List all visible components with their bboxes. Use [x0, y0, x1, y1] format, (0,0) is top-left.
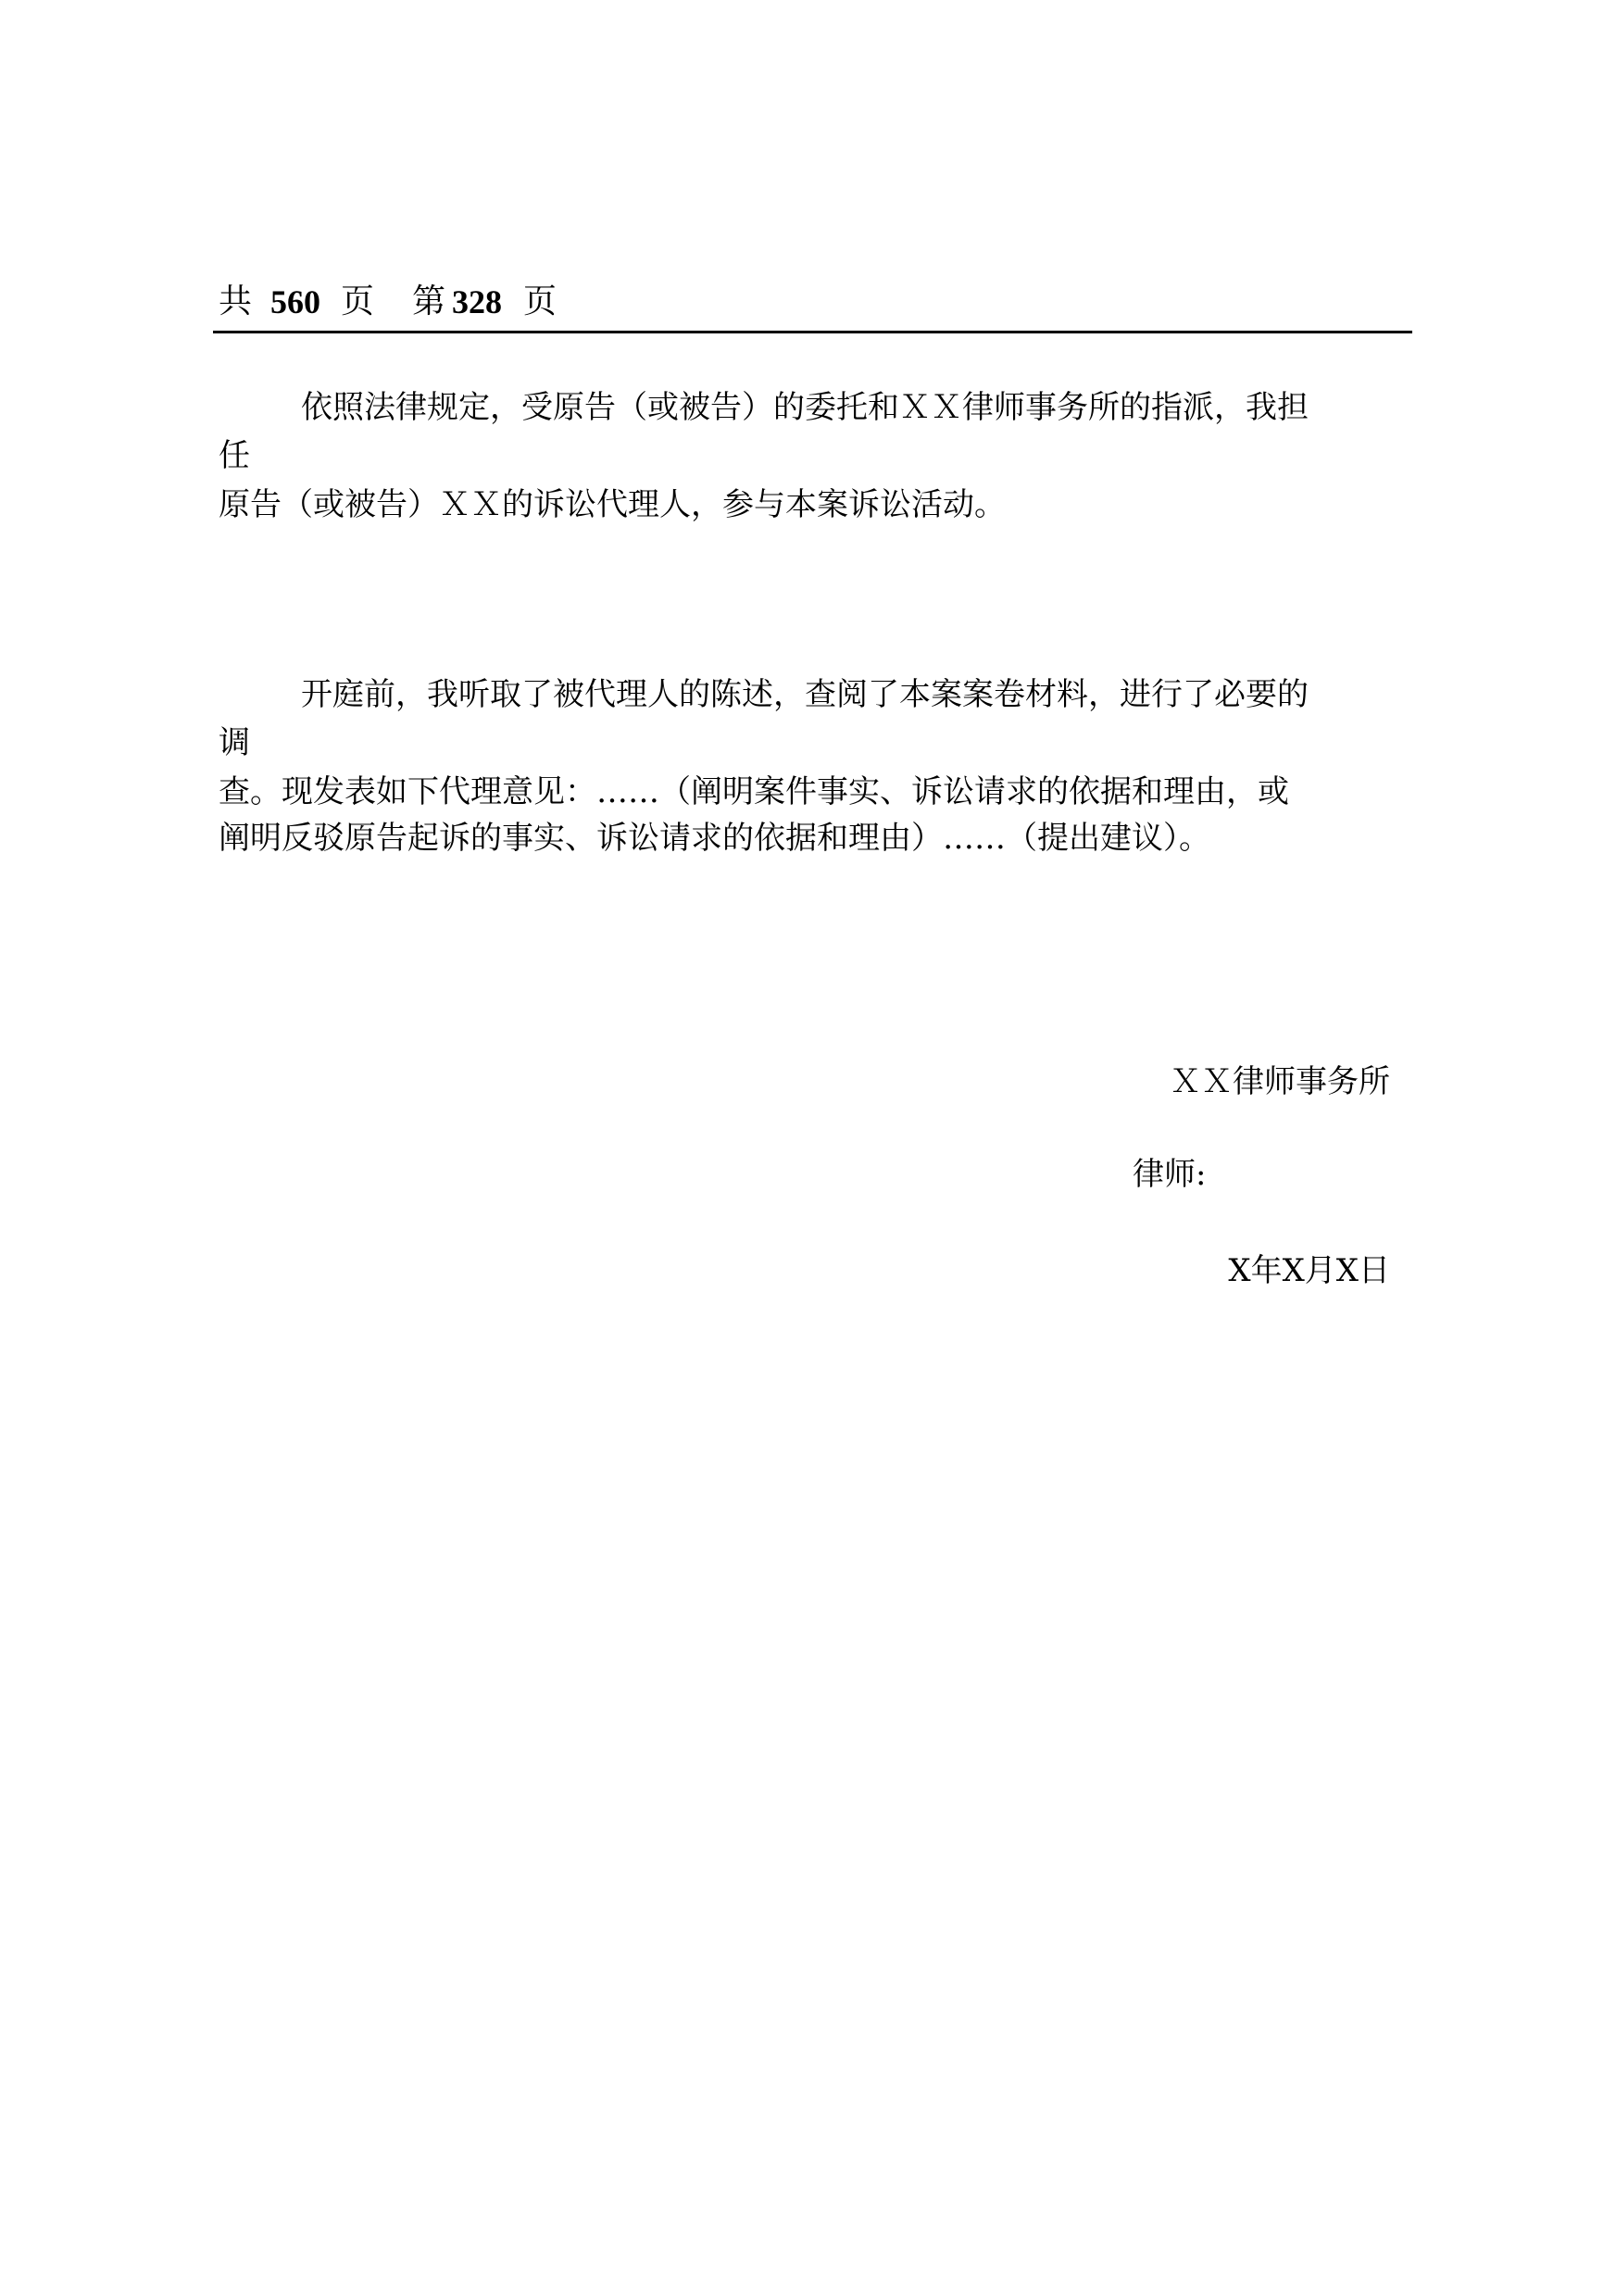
total-pages-prefix: 共: [219, 282, 253, 320]
paragraph-2-line-2: 调: [219, 724, 250, 761]
current-page-prefix: 第: [412, 282, 446, 320]
total-pages-suffix: 页: [341, 282, 375, 320]
current-page-number: 328: [452, 283, 502, 320]
paragraph-2-line-3: 查。现发表如下代理意见：……（阐明案件事实、诉讼请求的依据和理由，或: [219, 773, 1289, 810]
paragraph-1-line-2: 任: [219, 437, 250, 474]
paragraph-2-line-1: 开庭前，我听取了被代理人的陈述，查阅了本案案卷材料，进行了必要的: [301, 676, 1309, 713]
signature-date: X年X月X日: [1228, 1252, 1390, 1289]
total-pages-count: 560: [270, 283, 320, 320]
paragraph-2-line-4: 阐明反驳原告起诉的事实、诉讼请求的依据和理由）……（提出建议）。: [219, 820, 1210, 857]
paragraph-1-line-3: 原告（或被告）ＸＸ的诉讼代理人，参与本案诉讼活动。: [219, 486, 1006, 523]
law-firm-name: ＸＸ律师事务所: [1170, 1063, 1390, 1100]
page-header: [213, 278, 1412, 333]
lawyer-label: 律师:: [1133, 1156, 1207, 1193]
paragraph-1-line-1: 依照法律规定，受原告（或被告）的委托和ＸＸ律师事务所的指派，我担: [301, 389, 1309, 426]
current-page-suffix: 页: [523, 282, 557, 320]
